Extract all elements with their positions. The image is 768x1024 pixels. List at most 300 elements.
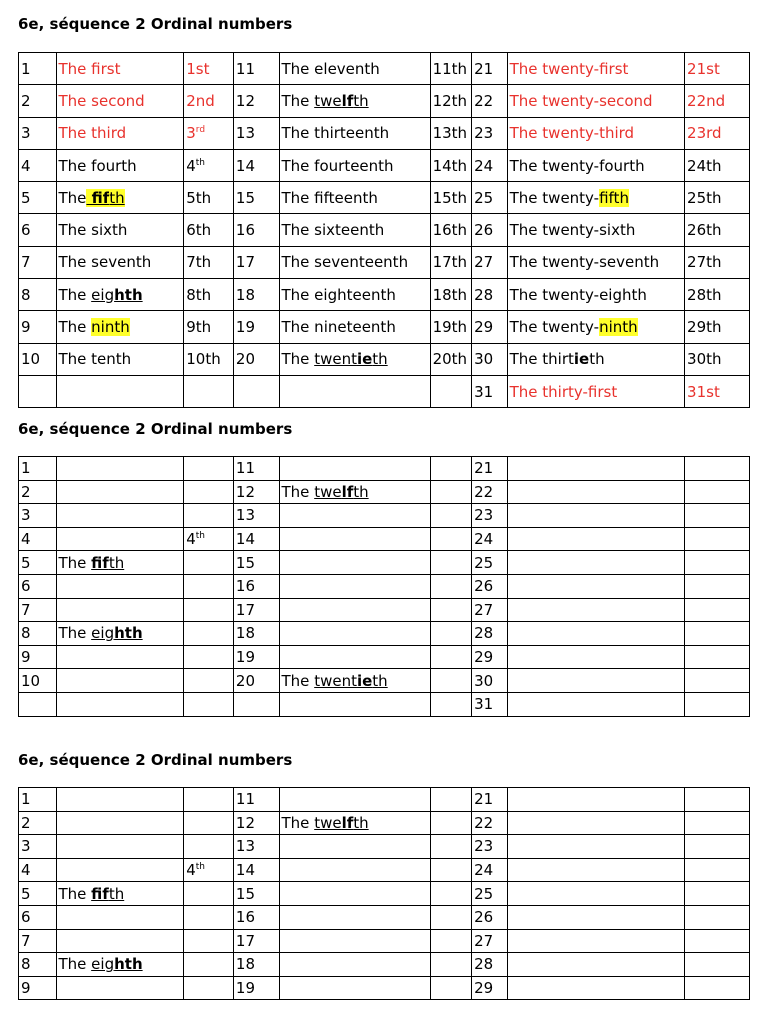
table-row xyxy=(19,279,750,311)
abbrev-cell: 11th xyxy=(430,53,472,85)
abbrev-cell xyxy=(184,858,234,882)
word-cell xyxy=(507,929,684,953)
word-cell xyxy=(56,457,184,481)
table-row xyxy=(19,858,750,882)
number-cell xyxy=(233,375,279,407)
text-run: The xyxy=(281,482,315,501)
abbrev-cell: 19th xyxy=(430,311,472,343)
abbrev-cell: 2nd xyxy=(184,85,234,117)
word-cell: The twenty-third xyxy=(507,117,684,149)
word-cell: The eleventh xyxy=(279,53,430,85)
text-run: th xyxy=(108,884,125,903)
abbrev-cell: 28th xyxy=(685,279,750,311)
number-cell: 15 xyxy=(233,551,279,575)
word-cell xyxy=(507,976,684,1000)
abbrev-cell xyxy=(430,480,472,504)
word-cell xyxy=(56,480,184,504)
abbrev-cell xyxy=(430,551,472,575)
text-run: fifth xyxy=(599,188,629,207)
number-cell: 27 xyxy=(472,246,507,278)
table-row xyxy=(19,53,750,85)
word-cell xyxy=(279,645,430,669)
abbrev-cell xyxy=(184,375,234,407)
abbrev-cell xyxy=(184,882,234,906)
word-cell xyxy=(56,182,184,214)
word-cell: The tenth xyxy=(56,343,184,375)
text-run: th xyxy=(372,350,388,369)
number-cell: 16 xyxy=(233,905,279,929)
word-cell xyxy=(507,788,684,812)
table-row xyxy=(19,182,750,214)
word-cell xyxy=(507,504,684,528)
number-cell: 1 xyxy=(19,53,57,85)
number-cell: 4 xyxy=(19,858,57,882)
number-cell: 19 xyxy=(233,311,279,343)
number-cell: 8 xyxy=(19,622,57,646)
text-run: fif xyxy=(86,188,110,207)
number-cell: 18 xyxy=(233,279,279,311)
word-cell xyxy=(279,788,430,812)
abbrev-cell: 5th xyxy=(184,182,234,214)
word-cell xyxy=(56,692,184,716)
number-cell: 13 xyxy=(233,117,279,149)
word-cell: The twenty-second xyxy=(507,85,684,117)
table-row xyxy=(19,85,750,117)
abbrev-cell: 24th xyxy=(685,149,750,181)
word-cell xyxy=(507,692,684,716)
number-cell xyxy=(233,692,279,716)
abbrev-cell xyxy=(685,645,750,669)
text-run: twe xyxy=(314,91,342,110)
text-run: ie xyxy=(573,350,590,369)
abbrev-cell xyxy=(685,811,750,835)
number-cell: 24 xyxy=(472,858,507,882)
word-cell: The seventh xyxy=(56,246,184,278)
number-cell: 18 xyxy=(233,953,279,977)
word-cell: The fourteenth xyxy=(279,149,430,181)
number-cell: 23 xyxy=(472,117,507,149)
number-cell: 25 xyxy=(472,182,507,214)
worksheet-title-3: 6e, séquence 2 Ordinal numbers xyxy=(18,751,293,769)
table-row xyxy=(19,149,750,181)
number-cell: 16 xyxy=(233,574,279,598)
abbrev-cell: 7th xyxy=(184,246,234,278)
abbrev-cell xyxy=(685,692,750,716)
word-cell xyxy=(507,858,684,882)
number-cell: 4 xyxy=(19,527,57,551)
abbrev-cell xyxy=(685,882,750,906)
word-cell xyxy=(56,375,184,407)
abbrev-cell: 6th xyxy=(184,214,234,246)
number-cell: 12 xyxy=(233,811,279,835)
number-cell: 31 xyxy=(472,692,507,716)
number-cell: 11 xyxy=(233,457,279,481)
number-cell: 29 xyxy=(472,311,507,343)
text-run: twe xyxy=(314,482,342,501)
number-cell: 11 xyxy=(233,53,279,85)
number-cell: 2 xyxy=(19,811,57,835)
abbrev-cell: 23rd xyxy=(685,117,750,149)
table-row xyxy=(19,788,750,812)
text-run: The twenty- xyxy=(509,188,600,207)
abbrev-cell xyxy=(430,457,472,481)
word-cell xyxy=(279,551,430,575)
number-cell: 15 xyxy=(233,882,279,906)
word-cell: The third xyxy=(56,117,184,149)
table-row xyxy=(19,214,750,246)
number-cell: 29 xyxy=(472,976,507,1000)
number-cell: 14 xyxy=(233,527,279,551)
abbrev-cell: 27th xyxy=(685,246,750,278)
abbrev-cell xyxy=(184,645,234,669)
number-cell: 6 xyxy=(19,905,57,929)
number-cell: 24 xyxy=(472,149,507,181)
number-cell: 21 xyxy=(472,457,507,481)
abbrev-cell xyxy=(685,953,750,977)
abbrev-cell xyxy=(184,976,234,1000)
word-cell xyxy=(279,835,430,859)
number-cell: 3 xyxy=(19,835,57,859)
word-cell xyxy=(56,622,184,646)
number-cell: 26 xyxy=(472,574,507,598)
number-cell: 27 xyxy=(472,598,507,622)
word-cell xyxy=(279,598,430,622)
number-cell: 22 xyxy=(472,811,507,835)
number-cell: 30 xyxy=(472,343,507,375)
number-cell: 21 xyxy=(472,53,507,85)
text-run: The xyxy=(58,318,92,337)
word-cell xyxy=(56,858,184,882)
text-run: th xyxy=(195,862,206,873)
number-cell: 10 xyxy=(19,343,57,375)
text-run: ie xyxy=(356,350,373,369)
text-run: th xyxy=(353,91,369,110)
word-cell xyxy=(507,953,684,977)
abbrev-cell: 8th xyxy=(184,279,234,311)
number-cell: 14 xyxy=(233,149,279,181)
text-run: lf xyxy=(341,91,354,110)
number-cell: 2 xyxy=(19,85,57,117)
text-run: eig xyxy=(91,624,115,643)
abbrev-cell: 31st xyxy=(685,375,750,407)
abbrev-cell xyxy=(184,835,234,859)
table-row xyxy=(19,343,750,375)
table-row xyxy=(19,929,750,953)
abbrev-cell xyxy=(430,692,472,716)
number-cell: 19 xyxy=(233,976,279,1000)
abbrev-cell: 9th xyxy=(184,311,234,343)
text-run: 4 xyxy=(186,861,196,880)
word-cell xyxy=(507,311,684,343)
text-run: hth xyxy=(114,624,143,643)
abbrev-cell: 13th xyxy=(430,117,472,149)
number-cell: 3 xyxy=(19,117,57,149)
word-cell xyxy=(279,504,430,528)
abbrev-cell: 12th xyxy=(430,85,472,117)
number-cell: 23 xyxy=(472,504,507,528)
word-cell xyxy=(507,622,684,646)
abbrev-cell: 29th xyxy=(685,311,750,343)
number-cell: 25 xyxy=(472,551,507,575)
text-run: The xyxy=(281,813,315,832)
abbrev-cell xyxy=(430,504,472,528)
table-row xyxy=(19,882,750,906)
number-cell: 18 xyxy=(233,622,279,646)
number-cell: 24 xyxy=(472,527,507,551)
abbrev-cell xyxy=(184,622,234,646)
abbrev-cell xyxy=(430,858,472,882)
number-cell: 27 xyxy=(472,929,507,953)
number-cell: 5 xyxy=(19,551,57,575)
abbrev-cell xyxy=(685,669,750,693)
number-cell: 9 xyxy=(19,976,57,1000)
abbrev-cell xyxy=(685,929,750,953)
word-cell xyxy=(507,527,684,551)
abbrev-cell: 14th xyxy=(430,149,472,181)
abbrev-cell xyxy=(430,976,472,1000)
abbrev-cell xyxy=(685,457,750,481)
number-cell: 20 xyxy=(233,669,279,693)
abbrev-cell xyxy=(685,976,750,1000)
word-cell: The twenty-first xyxy=(507,53,684,85)
word-cell xyxy=(56,527,184,551)
abbrev-cell xyxy=(685,480,750,504)
ordinal-table-complete xyxy=(18,52,750,408)
abbrev-cell: 15th xyxy=(430,182,472,214)
word-cell: The twenty-fourth xyxy=(507,149,684,181)
word-cell xyxy=(507,480,684,504)
abbrev-cell xyxy=(184,117,234,149)
word-cell xyxy=(56,279,184,311)
number-cell: 12 xyxy=(233,480,279,504)
number-cell: 15 xyxy=(233,182,279,214)
text-run: The xyxy=(58,188,87,207)
worksheet-title-2: 6e, séquence 2 Ordinal numbers xyxy=(18,420,293,438)
word-cell xyxy=(56,929,184,953)
number-cell: 22 xyxy=(472,85,507,117)
word-cell xyxy=(279,375,430,407)
text-run: eig xyxy=(91,955,115,974)
word-cell: The twenty-sixth xyxy=(507,214,684,246)
word-cell xyxy=(56,953,184,977)
number-cell: 10 xyxy=(19,669,57,693)
abbrev-cell: 18th xyxy=(430,279,472,311)
word-cell xyxy=(56,645,184,669)
word-cell xyxy=(279,811,430,835)
number-cell: 13 xyxy=(233,835,279,859)
abbrev-cell xyxy=(430,953,472,977)
text-run: The xyxy=(58,553,92,572)
abbrev-cell: 17th xyxy=(430,246,472,278)
word-cell: The sixteenth xyxy=(279,214,430,246)
number-cell: 6 xyxy=(19,214,57,246)
number-cell: 8 xyxy=(19,279,57,311)
number-cell: 17 xyxy=(233,598,279,622)
abbrev-cell: 25th xyxy=(685,182,750,214)
ordinal-worksheet-table-2 xyxy=(18,787,750,1000)
word-cell xyxy=(56,669,184,693)
abbrev-cell xyxy=(685,622,750,646)
table-row xyxy=(19,246,750,278)
table-row xyxy=(19,504,750,528)
abbrev-cell xyxy=(184,953,234,977)
abbrev-cell xyxy=(430,574,472,598)
text-run: rd xyxy=(195,125,206,136)
word-cell xyxy=(56,504,184,528)
table-row xyxy=(19,551,750,575)
abbrev-cell xyxy=(685,527,750,551)
number-cell: 14 xyxy=(233,858,279,882)
abbrev-cell xyxy=(430,645,472,669)
table-row xyxy=(19,622,750,646)
word-cell: The second xyxy=(56,85,184,117)
word-cell xyxy=(279,669,430,693)
word-cell xyxy=(507,457,684,481)
number-cell: 2 xyxy=(19,480,57,504)
number-cell: 7 xyxy=(19,929,57,953)
text-run: hth xyxy=(114,285,143,304)
word-cell xyxy=(56,598,184,622)
text-run: The xyxy=(58,955,92,974)
text-run: twent xyxy=(314,350,357,369)
text-run: ie xyxy=(356,671,373,690)
number-cell: 1 xyxy=(19,457,57,481)
word-cell xyxy=(279,953,430,977)
abbrev-cell: 1st xyxy=(184,53,234,85)
text-run: ninth xyxy=(599,318,638,337)
word-cell xyxy=(279,480,430,504)
abbrev-cell xyxy=(184,788,234,812)
abbrev-cell xyxy=(184,149,234,181)
word-cell: The twenty-seventh xyxy=(507,246,684,278)
table-row xyxy=(19,953,750,977)
abbrev-cell: 21st xyxy=(685,53,750,85)
abbrev-cell xyxy=(685,574,750,598)
text-run: The twenty- xyxy=(509,318,600,337)
number-cell: 28 xyxy=(472,622,507,646)
table-row xyxy=(19,457,750,481)
word-cell: The thirteenth xyxy=(279,117,430,149)
table-row xyxy=(19,835,750,859)
text-run: 3 xyxy=(186,124,196,143)
word-cell xyxy=(507,669,684,693)
word-cell xyxy=(507,598,684,622)
number-cell: 8 xyxy=(19,953,57,977)
abbrev-cell xyxy=(685,504,750,528)
text-run: th xyxy=(372,671,388,690)
abbrev-cell xyxy=(430,598,472,622)
word-cell xyxy=(279,457,430,481)
number-cell: 12 xyxy=(233,85,279,117)
word-cell xyxy=(279,929,430,953)
number-cell: 5 xyxy=(19,882,57,906)
word-cell: The first xyxy=(56,53,184,85)
table-row xyxy=(19,598,750,622)
table-row xyxy=(19,480,750,504)
abbrev-cell xyxy=(430,882,472,906)
number-cell: 7 xyxy=(19,246,57,278)
word-cell: The eighteenth xyxy=(279,279,430,311)
number-cell: 3 xyxy=(19,504,57,528)
word-cell: The sixth xyxy=(56,214,184,246)
word-cell xyxy=(507,551,684,575)
word-cell: The fifteenth xyxy=(279,182,430,214)
text-run: th xyxy=(353,813,369,832)
abbrev-cell xyxy=(184,527,234,551)
text-run: eig xyxy=(91,285,115,304)
abbrev-cell xyxy=(430,527,472,551)
abbrev-cell xyxy=(184,669,234,693)
text-run: twe xyxy=(314,813,342,832)
abbrev-cell xyxy=(685,598,750,622)
word-cell xyxy=(56,976,184,1000)
abbrev-cell xyxy=(184,574,234,598)
number-cell: 22 xyxy=(472,480,507,504)
number-cell: 11 xyxy=(233,788,279,812)
word-cell xyxy=(56,882,184,906)
word-cell xyxy=(56,788,184,812)
word-cell: The seventeenth xyxy=(279,246,430,278)
word-cell xyxy=(279,85,430,117)
word-cell xyxy=(56,905,184,929)
abbrev-cell: 20th xyxy=(430,343,472,375)
word-cell xyxy=(507,182,684,214)
abbrev-cell xyxy=(184,598,234,622)
text-run: twent xyxy=(314,671,357,690)
table-row xyxy=(19,117,750,149)
number-cell: 5 xyxy=(19,182,57,214)
word-cell xyxy=(279,692,430,716)
word-cell xyxy=(507,905,684,929)
abbrev-cell: 26th xyxy=(685,214,750,246)
table-row xyxy=(19,811,750,835)
table-row xyxy=(19,905,750,929)
text-run: th xyxy=(353,482,369,501)
abbrev-cell: 10th xyxy=(184,343,234,375)
number-cell: 6 xyxy=(19,574,57,598)
table-row xyxy=(19,311,750,343)
text-run: The xyxy=(281,91,315,110)
word-cell xyxy=(56,311,184,343)
number-cell: 17 xyxy=(233,929,279,953)
abbrev-cell xyxy=(430,669,472,693)
abbrev-cell xyxy=(430,835,472,859)
number-cell: 30 xyxy=(472,669,507,693)
word-cell xyxy=(279,858,430,882)
text-run: lf xyxy=(341,482,354,501)
word-cell xyxy=(279,574,430,598)
text-run: lf xyxy=(341,813,354,832)
word-cell: The thirty-first xyxy=(507,375,684,407)
abbrev-cell: 22nd xyxy=(685,85,750,117)
table-row xyxy=(19,645,750,669)
ordinal-worksheet-table xyxy=(18,456,750,717)
number-cell: 28 xyxy=(472,953,507,977)
number-cell: 25 xyxy=(472,882,507,906)
text-run: The xyxy=(58,285,92,304)
number-cell: 19 xyxy=(233,645,279,669)
word-cell: The twenty-eighth xyxy=(507,279,684,311)
abbrev-cell xyxy=(430,622,472,646)
table-row xyxy=(19,669,750,693)
abbrev-cell xyxy=(685,835,750,859)
number-cell: 29 xyxy=(472,645,507,669)
abbrev-cell xyxy=(184,692,234,716)
word-cell xyxy=(56,551,184,575)
abbrev-cell xyxy=(430,929,472,953)
word-cell xyxy=(56,574,184,598)
text-run: th xyxy=(195,157,206,168)
